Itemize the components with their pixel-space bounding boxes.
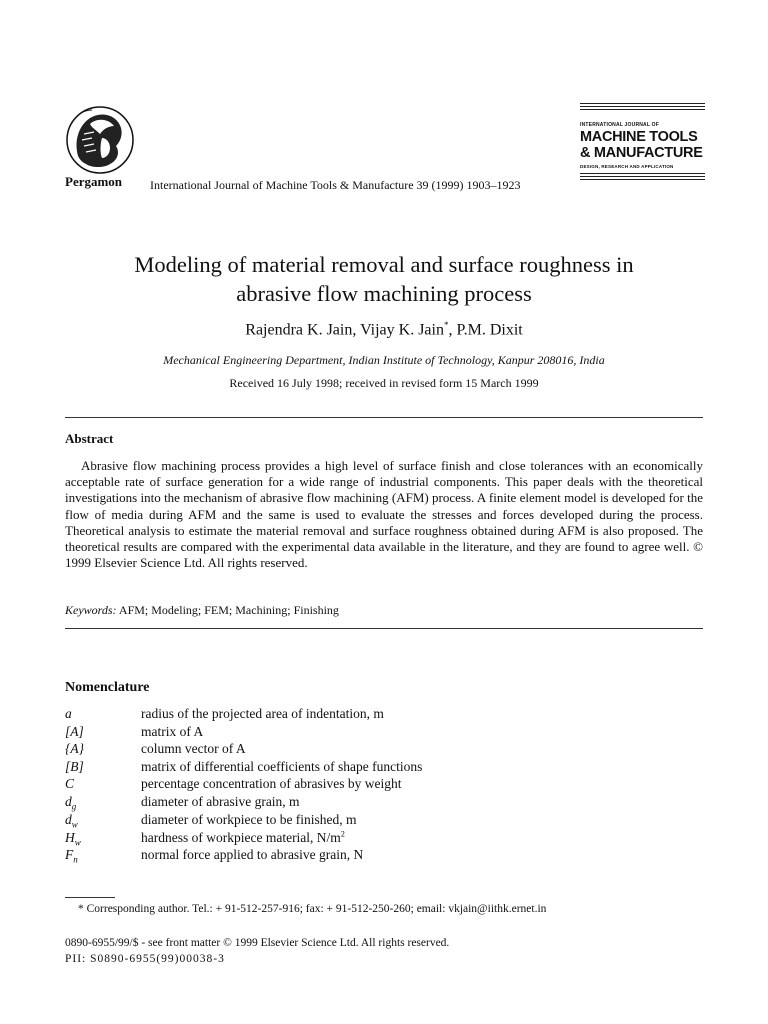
- nomenclature-row: [65, 759, 422, 777]
- definition-text: hardness of workpiece material, N/m: [141, 829, 341, 845]
- symbol-subscript: w: [74, 837, 81, 848]
- definition-text: percentage concentration of abrasives by weight: [141, 776, 402, 792]
- masthead-rule: [580, 173, 705, 174]
- symbol-subscript: n: [73, 854, 78, 865]
- nomenclature-symbol: [65, 812, 141, 830]
- author-name: Vijay K. Jain: [360, 321, 444, 339]
- nomenclature-heading: Nomenclature: [65, 680, 150, 695]
- masthead-label: INTERNATIONAL JOURNAL OF: [580, 122, 659, 128]
- affiliation: Mechanical Engineering Department, Indian Institute of Technology, Kanpur 208016, India: [163, 353, 605, 367]
- masthead-subtitle: DESIGN, RESEARCH AND APPLICATION: [580, 164, 674, 169]
- definition-superscript: 2: [340, 829, 345, 839]
- definition-text: normal force applied to abrasive grain, N: [141, 846, 364, 862]
- nomenclature-symbol: [65, 741, 141, 757]
- copyright-block: [65, 935, 449, 967]
- nomenclature-list: [65, 706, 422, 864]
- pii-line: PII: S0890-6955(99)00038-3: [65, 953, 225, 965]
- symbol-text: d: [65, 793, 72, 809]
- nomenclature-symbol: [65, 847, 141, 865]
- keywords: [65, 603, 339, 618]
- nomenclature-definition: [141, 759, 422, 774]
- abstract-heading: Abstract: [65, 431, 114, 446]
- abstract-text: Abrasive flow machining process provides a high level of surface finish and close tolerances with an economically acceptable rate of surface generation for a wide range of industrial components. This paper deals with the theoretical investigations into the mechanism of abrasive flow machining (AFM) process. A finite element model is developed for the flow of media during AFM and the same is used to evaluate the stresses and forces developed during the process. Theoretical analysis to estimate the material removal and surface roughness obtained during AFM is also proposed. The theoretical results are compared with the experimental data available in the literature, and they are found to agree well. © 1999 Elsevier Science Ltd. All rights reserved.: [65, 458, 703, 571]
- title-line-1: Modeling of material removal and surface roughness in: [134, 252, 634, 277]
- nomenclature-row: [65, 741, 422, 759]
- symbol-text: [B]: [65, 758, 84, 774]
- journal-citation: International Journal of Machine Tools & Manufacture 39 (1999) 1903–1923: [150, 178, 521, 192]
- pergamon-logo: [64, 104, 140, 184]
- nomenclature-definition: [141, 724, 203, 739]
- nomenclature-row: [65, 776, 422, 794]
- author-list: [0, 320, 768, 339]
- masthead-rule: [580, 176, 705, 177]
- nomenclature-definition: [141, 812, 357, 827]
- masthead-rule: [580, 109, 705, 110]
- nomenclature-row: [65, 706, 422, 724]
- definition-text: column vector of A: [141, 741, 246, 757]
- symbol-text: C: [65, 776, 75, 792]
- nomenclature-symbol: [65, 706, 141, 722]
- symbol-text: H: [65, 829, 75, 845]
- nomenclature-definition: [141, 706, 384, 721]
- title-line-2: abrasive flow machining process: [236, 281, 532, 306]
- nomenclature-definition: [141, 847, 363, 862]
- symbol-text: {A}: [65, 741, 85, 757]
- journal-masthead: [580, 103, 705, 182]
- symbol-text: F: [65, 846, 74, 862]
- nomenclature-definition: [141, 794, 300, 809]
- symbol-text: a: [65, 706, 72, 721]
- masthead-name-line1: MACHINE TOOLS: [580, 129, 698, 145]
- section-divider: [65, 417, 703, 418]
- masthead-rule: [580, 179, 705, 180]
- nomenclature-definition: [141, 741, 246, 756]
- author-name: , P.M. Dixit: [448, 321, 523, 339]
- copyright-line: 0890-6955/99/$ - see front matter © 1999 Elsevier Science Ltd. All rights reserved.: [65, 937, 450, 949]
- received-dates: Received 16 July 1998; received in revised form 15 March 1999: [229, 376, 539, 390]
- definition-text: radius of the projected area of indentation, m: [141, 706, 384, 721]
- nomenclature-definition: [141, 830, 345, 845]
- corresponding-author-footnote: * Corresponding author. Tel.: + 91-512-257-916; fax: + 91-512-250-260; email: vkjain@iithk.ernet.in: [78, 903, 547, 915]
- nomenclature-symbol: [65, 759, 141, 775]
- definition-text: diameter of abrasive grain, m: [141, 793, 300, 809]
- section-divider: [65, 628, 703, 629]
- masthead-name-line2: & MANUFACTURE: [580, 145, 703, 161]
- symbol-subscript: g: [71, 801, 77, 812]
- nomenclature-row: [65, 724, 422, 742]
- nomenclature-symbol: [65, 830, 141, 848]
- symbol-text: d: [65, 811, 72, 827]
- author-name: Rajendra K. Jain,: [245, 321, 361, 339]
- nomenclature-row: [65, 794, 422, 812]
- keywords-list: AFM; Modeling; FEM; Machining; Finishing: [116, 603, 339, 617]
- nomenclature-symbol: [65, 776, 141, 792]
- article-title: [0, 250, 768, 308]
- nomenclature-row: [65, 829, 422, 847]
- publisher-name: Pergamon: [65, 174, 123, 189]
- symbol-subscript: w: [71, 819, 78, 830]
- keywords-label: Keywords:: [65, 603, 117, 617]
- definition-text: matrix of differential coefficients of shape functions: [141, 758, 423, 774]
- nomenclature-symbol: [65, 794, 141, 812]
- nomenclature-row: [65, 812, 422, 830]
- masthead-rule: [580, 103, 705, 104]
- nomenclature-row: [65, 847, 422, 865]
- definition-text: diameter of workpiece to be finished, m: [141, 811, 357, 827]
- footnote-rule: [65, 897, 115, 898]
- masthead-rule: [580, 106, 705, 107]
- corresponding-author-mark[interactable]: *: [443, 320, 449, 330]
- nomenclature-symbol: [65, 724, 141, 740]
- definition-text: matrix of A: [141, 723, 204, 739]
- symbol-text: [A]: [65, 723, 84, 739]
- nomenclature-definition: [141, 776, 402, 791]
